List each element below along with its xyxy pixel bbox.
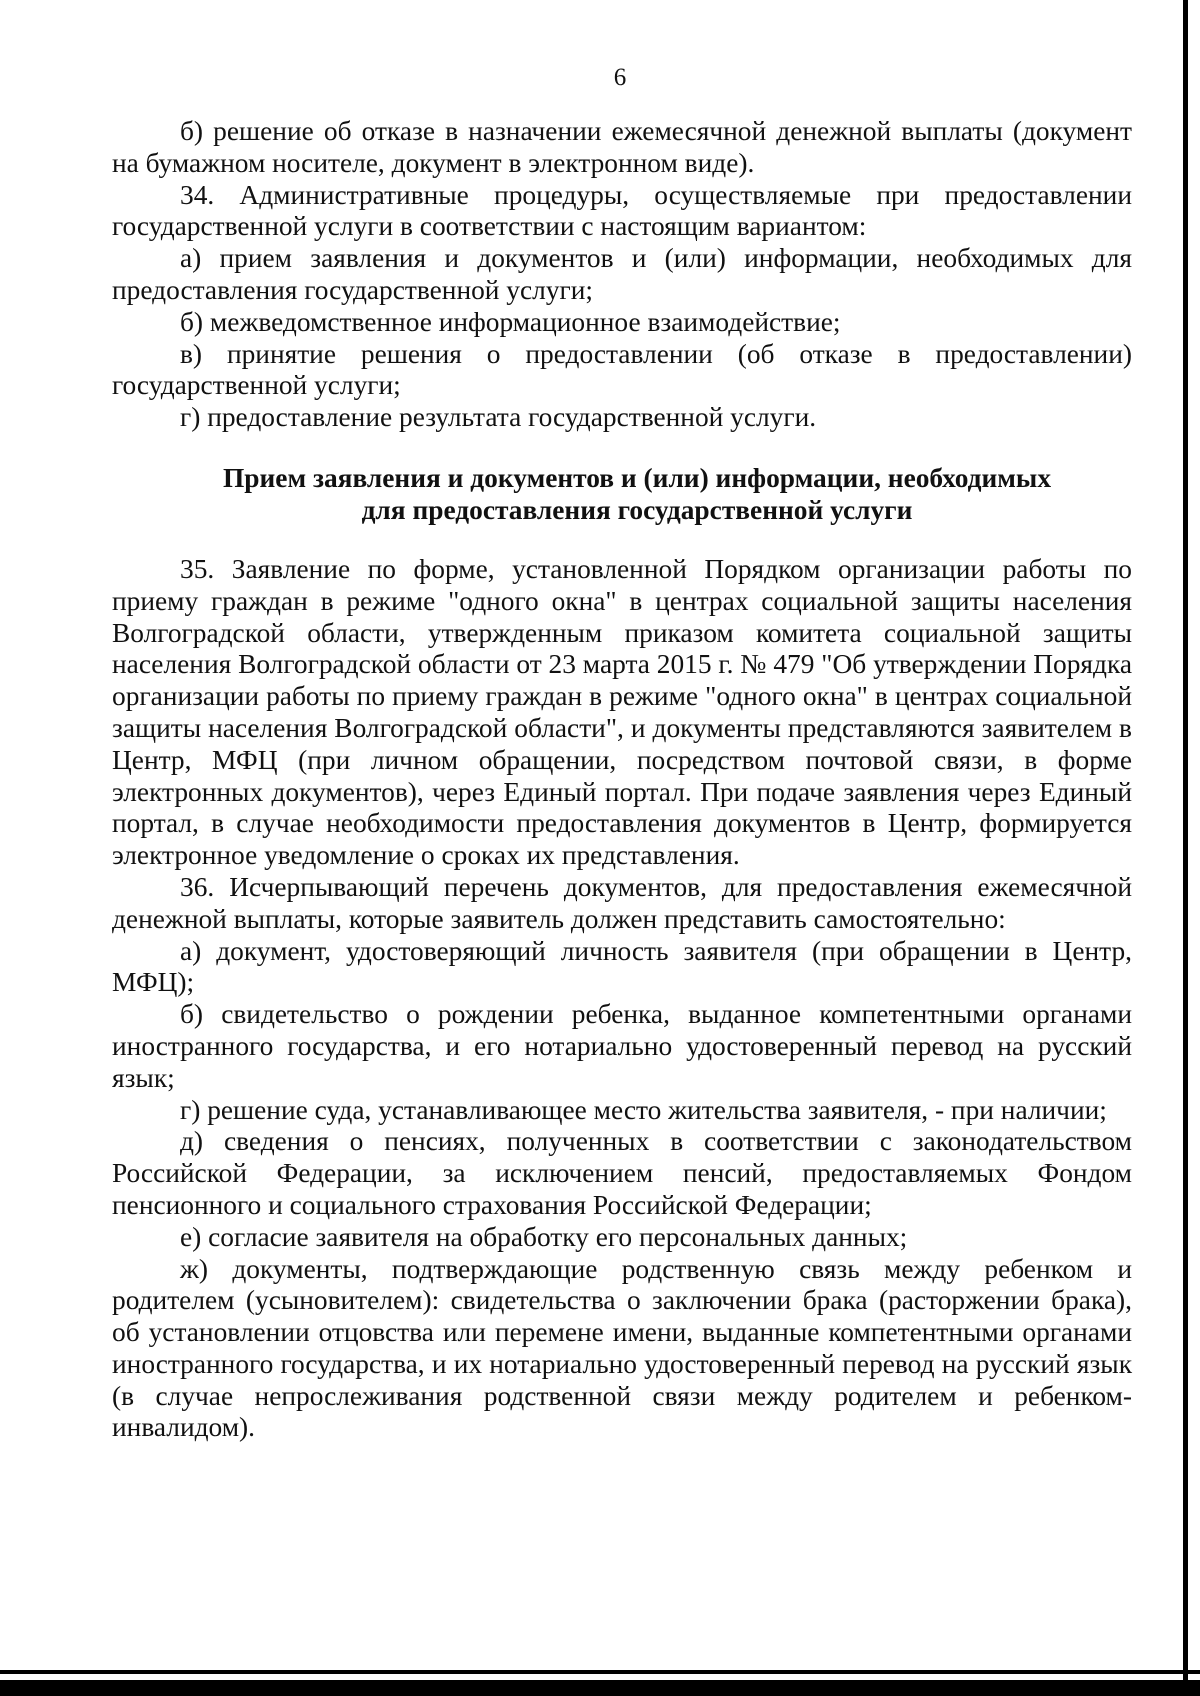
section-heading <box>112 462 1132 526</box>
paragraph-36-g: г) решение суда, устанавливающее место жительства заявителя, - при наличии; <box>180 1094 1107 1125</box>
section-heading-line-1: Прием заявления и документов и (или) информации, необходимых <box>222 462 1052 493</box>
paragraph-34-g: г) предоставление результата государственной услуги. <box>180 402 817 433</box>
paragraph-34-v: в) принятие решения о предоставлении (об отказе в предоставлении) государственной услуги; <box>112 338 1132 401</box>
paragraph-36: 36. Исчерпывающий перечень документов, для предоставления ежемесячной денежной выплаты, которые заявитель должен представить самостоятельно: <box>112 871 1132 934</box>
page-number: 6 <box>613 64 627 91</box>
paragraph-34: 34. Административные процедуры, осуществляемые при предоставлении государственной услуги в соответствии с настоящим вариантом: <box>112 179 1132 242</box>
paragraph-35: 35. Заявление по форме, установленной Порядком организации работы по приему граждан в режиме "одного окна" в центрах социальной защиты населения Волгоградской области, утвержденным приказом комитета социальной защиты населения Волгоградской области от 23 марта 2015 г. № 479 "Об утверждении Порядка организации работы по приему граждан в режиме "одного окна" в центрах социальной защиты населения Волгоградской области", и документы представляются заявителем в Центр, МФЦ (при личном обращении, посредством почтовой связи, в форме электронных документов), через Единый портал. При подаче заявления через Единый портал, в случае необходимости предоставления документов в Центр, формируется электронное уведомление о сроках их представления. <box>112 553 1132 871</box>
paragraph-decision-refusal: б) решение об отказе в назначении ежемесячной денежной выплаты (документ на бумажном носителе, документ в электронном виде). <box>112 116 1132 178</box>
paragraph-34-b: б) межведомственное информационное взаимодействие; <box>180 306 841 337</box>
paragraph-34-a: а) прием заявления и документов и (или) информации, необходимых для предоставления государственной услуги; <box>112 243 1132 305</box>
paragraph-36-b: б) свидетельство о рождении ребенка, выданное компетентными органами иностранного государства, и его нотариально удостоверенный перевод на русский язык; <box>112 999 1132 1093</box>
section-heading-line-2: для предоставления государственной услуги <box>361 494 913 525</box>
paragraph-36-a: а) документ, удостоверяющий личность заявителя (при обращении в Центр, МФЦ); <box>112 935 1132 998</box>
document-body <box>112 116 1132 1444</box>
scan-border-right <box>1183 0 1188 1696</box>
paragraph-36-d: д) сведения о пенсиях, полученных в соответствии с законодательством Российской Федерации, за исключением пенсий, предоставляемых Фондом пенсионного и социального страхования Российской Федерации; <box>112 1126 1132 1220</box>
scan-border-bottom-line <box>0 1670 1200 1674</box>
scan-border-bottom <box>0 1680 1200 1696</box>
paragraph-36-e: е) согласие заявителя на обработку его персональных данных; <box>180 1221 908 1252</box>
paragraph-36-zh: ж) документы, подтверждающие родственную связь между ребенком и родителем (усыновителем): свидетельства о заключении брака (расторжении брака), об установлении отцовства или перемене имени, выданные компетентными органами иностранного государства, и их нотариально удостоверенный перевод на русский язык (в случае непрослеживания родственной связи между родителем и ребенком-инвалидом). <box>112 1253 1132 1443</box>
